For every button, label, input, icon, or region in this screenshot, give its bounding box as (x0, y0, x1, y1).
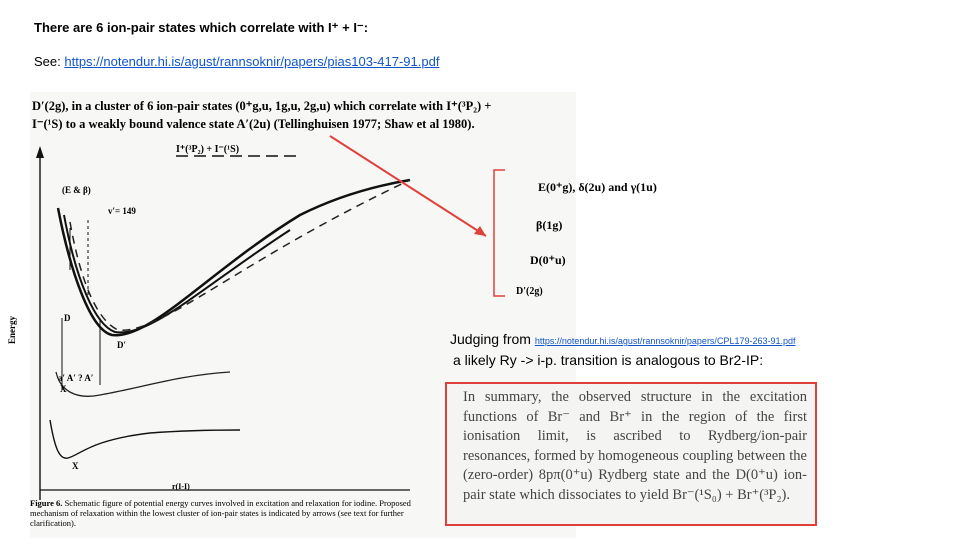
states-bracket (494, 170, 505, 296)
y-axis-label: Energy (7, 316, 17, 344)
label-d: D (64, 313, 71, 323)
state-e-delta-gamma: E(0⁺g), δ(2u) and γ(1u) (538, 180, 657, 194)
x-axis-label: r(I-I) (172, 482, 190, 491)
state-d-prime: D′(2g) (516, 286, 543, 297)
label-e-beta: (E & β) (62, 185, 91, 195)
pointer-arrowhead (474, 226, 486, 236)
figure-caption (30, 498, 425, 528)
caption-text: Schematic figure of potential energy curves involved in excitation and relaxation for iodine. Proposed mechanism of relaxation within the lowest cluster of ion-pair states is indicated by arrows (see text for further clarification). (30, 498, 411, 528)
judging-text (450, 330, 796, 370)
scan-text-line-2: I⁻(¹S) to a weakly bound valence state A′(2u) (Tellinghuisen 1977; Shaw et al 1980). (32, 117, 475, 131)
label-a-prime: a′ A′ ? A′ (58, 373, 94, 383)
asymptote-label: I⁺(³P₂) + I⁻(¹S) (176, 144, 240, 155)
label-x-upper: X (60, 384, 67, 394)
ion-pair-curve-d (64, 215, 290, 332)
label-x-lower: X (72, 461, 79, 471)
label-v149: v′= 149 (108, 206, 136, 216)
caption-bold: Figure 6. (30, 498, 63, 508)
ion-pair-curve-e-beta (58, 180, 410, 335)
pointer-arrow (330, 136, 486, 236)
state-d: D(0⁺u) (530, 253, 566, 267)
scan-text-line-1: D′(2g), in a cluster of 6 ion-pair states (0⁺g,u, 1g,u, 2g,u) which correlate with I⁺(³P₂) + (32, 99, 492, 113)
label-d-prime: D′ (117, 340, 127, 350)
summary-text: In summary, the observed structure in the excitation functions of Br⁻ and Br⁺ in the region of the first ionisation limit, is ascribed to Rydberg/ion-pair resonances, formed by homogeneous coupling between the (zero-order) 8pπ(0⁺u) Rydberg state and the D(0⁺u) ion-pair state which dissociates to yield Br⁻(¹S₀) + Br⁺(³P₂). (463, 389, 807, 503)
summary-box (445, 382, 817, 526)
paper-link-pias[interactable]: https://notendur.hi.is/agust/rannsoknir/papers/pias103-417-91.pdf (64, 54, 440, 69)
judging-prefix: Judging from (450, 331, 535, 347)
judging-line2: a likely Ry -> i-p. transition is analogous to Br2-IP: (453, 352, 764, 368)
paper-link-cpl[interactable]: https://notendur.hi.is/agust/rannsoknir/papers/CPL179-263-91.pdf (534, 336, 796, 346)
state-beta: β(1g) (536, 218, 563, 232)
see-prefix: See: (34, 54, 65, 69)
ground-state-curve-x (50, 420, 240, 458)
slide-title: There are 6 ion-pair states which correlate with I⁺ + I⁻: (34, 20, 369, 35)
y-axis-arrow (36, 146, 44, 158)
